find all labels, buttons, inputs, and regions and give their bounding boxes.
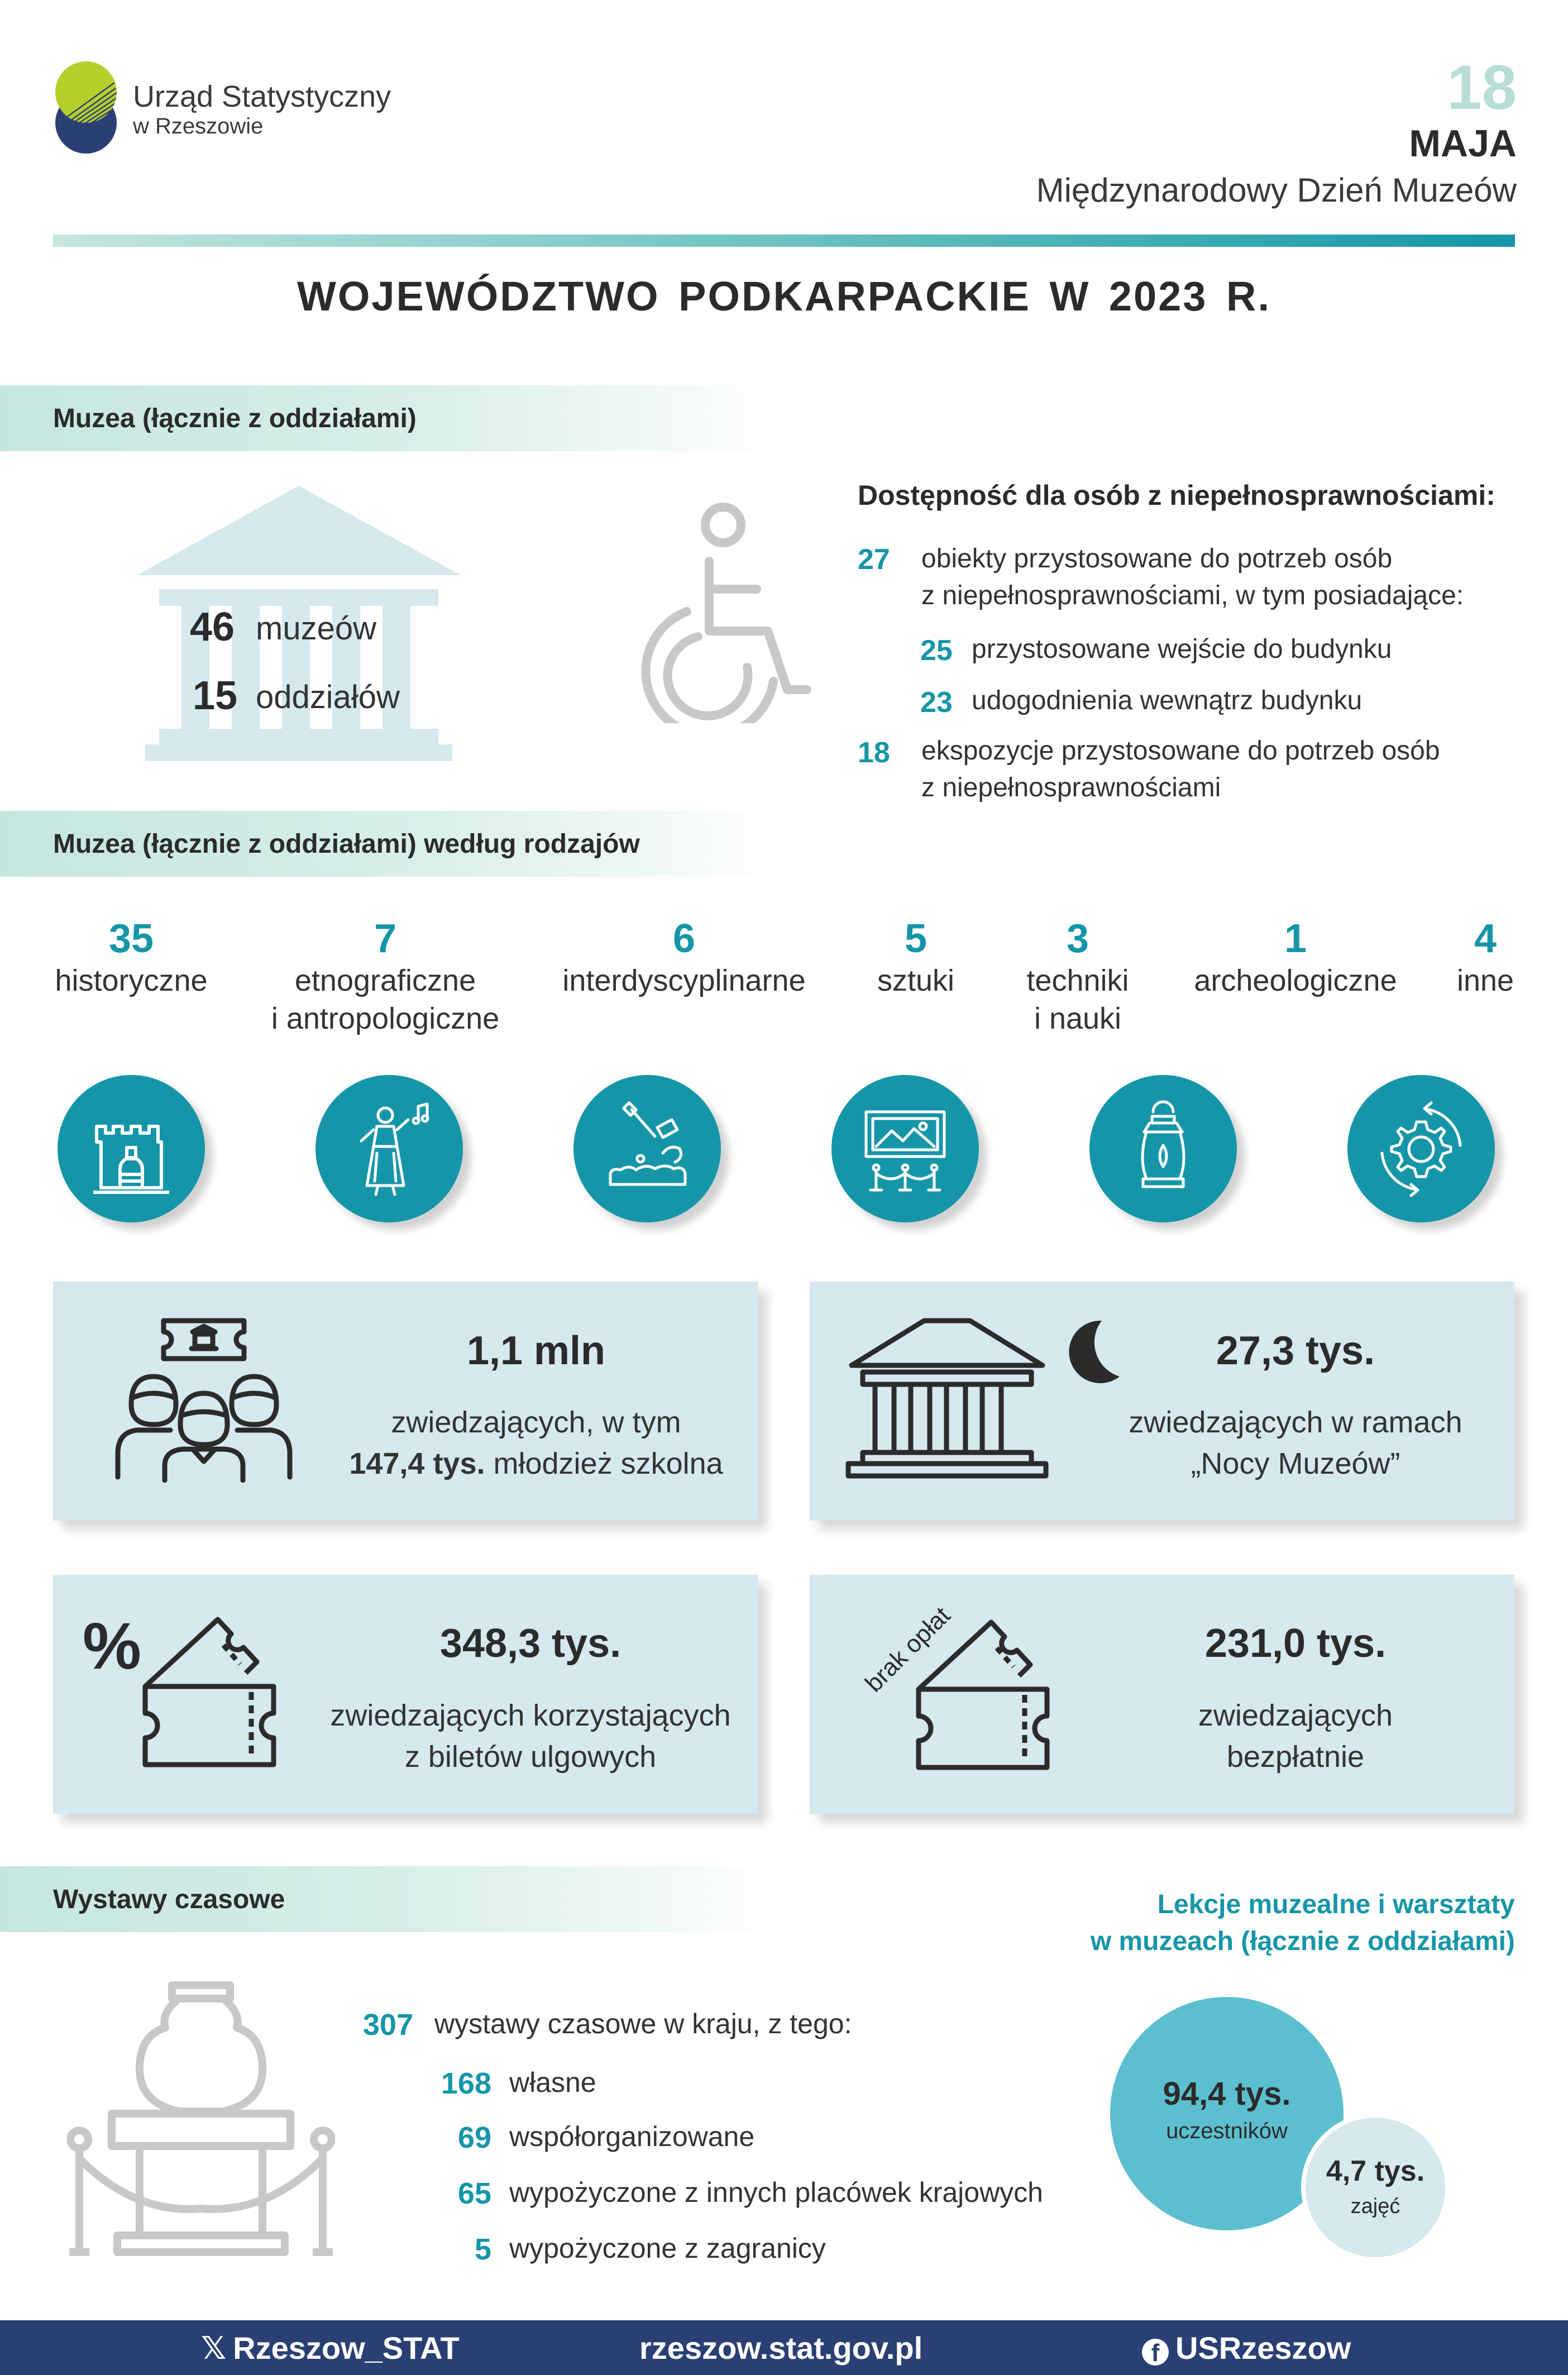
type-value: 4: [1474, 916, 1497, 961]
reduced-line: z biletów ulgowych: [404, 1740, 657, 1774]
acc-line: z niepełnosprawnościami, w tym posiadające:: [921, 581, 1464, 610]
acc-value: 25: [920, 634, 953, 667]
students-label: młodzież szkolna: [485, 1447, 723, 1480]
free-line: zwiedzających: [1198, 1699, 1393, 1732]
accessibility-title: Dostępność dla osób z niepełnosprawnościami:: [858, 480, 1495, 511]
acc-line: ekspozycje przystosowane do potrzeb osób: [921, 736, 1440, 766]
x-logo-icon: 𝕏: [201, 2330, 227, 2366]
type-value: 6: [672, 916, 696, 961]
night-value: 27,3 tys.: [1216, 1329, 1375, 1373]
website-link[interactable]: rzeszow.stat.gov.pl: [639, 2330, 923, 2366]
branches-count: 15: [193, 673, 238, 718]
museums-label: muzeów: [256, 610, 376, 647]
visitors-text: [324, 1402, 748, 1484]
exhibitions-total-value: 307: [362, 2008, 413, 2042]
exhibition-value: 69: [457, 2121, 491, 2154]
type-label: etnograficzne: [294, 964, 476, 997]
logo-name: Urząd Statystyczny: [133, 80, 391, 113]
percent-badge: %: [83, 1609, 141, 1683]
facebook-handle: USRzeszow: [1175, 2330, 1351, 2366]
night-text: [1094, 1402, 1497, 1484]
acc-text: [921, 541, 1464, 614]
section-title: Muzea (łącznie z oddziałami): [53, 404, 417, 433]
museums-count: 46: [190, 605, 235, 649]
type-label: i nauki: [1034, 1002, 1122, 1035]
excavation-icon: [573, 1075, 721, 1222]
type-value: 5: [904, 916, 928, 961]
visitors-icon: [114, 1315, 293, 1483]
free-text: [1094, 1695, 1497, 1777]
classes-value: 4,7 tys.: [1326, 2155, 1425, 2187]
lantern-icon: [1089, 1075, 1237, 1222]
type-label: i antropologiczne: [271, 1002, 500, 1035]
acc-line: z niepełnosprawnościami: [921, 773, 1221, 802]
visitors-line: zwiedzających, w tym: [391, 1406, 681, 1439]
branches-label: oddziałów: [256, 679, 400, 715]
acc-value: 27: [858, 543, 890, 576]
exhibition-label: wypożyczone z zagranicy: [509, 2233, 826, 2264]
acc-text: przystosowane wejście do budynku: [972, 634, 1392, 664]
vase-exhibit-icon: [67, 1980, 335, 2259]
twitter-handle: Rzeszow_STAT: [233, 2330, 460, 2366]
classes-label: zajęć: [1350, 2195, 1400, 2218]
participants-label: uczestników: [1166, 2119, 1288, 2143]
castle-icon: [58, 1075, 205, 1222]
type-label: sztuki: [877, 964, 955, 997]
lessons-title-line: w muzeach (łącznie z oddziałami): [1090, 1927, 1515, 1956]
night-line: zwiedzających w ramach: [1129, 1406, 1462, 1439]
exhibitions-total-label: wystawy czasowe w kraju, z tego:: [434, 2008, 852, 2039]
night-line: „Nocy Muzeów”: [1191, 1447, 1400, 1480]
folk-dancer-icon: [315, 1075, 463, 1222]
facebook-icon: f: [1142, 2339, 1169, 2366]
exhibition-value: 168: [441, 2067, 491, 2100]
exhibition-label: współorganizowane: [509, 2121, 755, 2152]
type-value: 7: [374, 916, 397, 961]
exhibition-value: 65: [457, 2177, 491, 2210]
section-exhibitions: [0, 1866, 782, 1932]
exhibition-label: wypożyczone z innych placówek krajowych: [509, 2177, 1043, 2208]
type-value: 3: [1066, 916, 1089, 961]
section-types: [0, 811, 782, 877]
students-value: 147,4 tys.: [349, 1447, 485, 1480]
wheelchair-icon: [625, 500, 821, 723]
free-badge: brak opłat: [860, 1602, 956, 1698]
type-interdisciplinary: [536, 916, 832, 1000]
section-title: Wystawy czasowe: [53, 1885, 285, 1914]
participants-value: 94,4 tys.: [1163, 2076, 1291, 2112]
free-value: 231,0 tys.: [1204, 1621, 1387, 1666]
type-label: archeologiczne: [1194, 964, 1397, 997]
type-label: inne: [1456, 964, 1514, 997]
ticket-icon: [140, 1614, 279, 1776]
header-divider: [53, 235, 1515, 247]
logo: [53, 60, 119, 155]
type-value: 1: [1284, 916, 1307, 961]
type-archaeological: [1173, 916, 1418, 1000]
type-art: [838, 916, 994, 1000]
type-label: historyczne: [55, 964, 208, 997]
event-name: Międzynarodowy Dzień Muzeów: [1036, 171, 1517, 209]
type-technology: [1000, 916, 1156, 1038]
acc-value: 23: [920, 686, 953, 719]
acc-value: 18: [858, 737, 890, 769]
visitors-line: [324, 1443, 748, 1484]
section-title: Muzea (łącznie z oddziałami) według rodzajów: [53, 829, 640, 859]
facebook-link[interactable]: [1142, 2330, 1351, 2366]
date-month: MAJA: [1409, 122, 1517, 165]
reduced-text: [313, 1695, 748, 1777]
lessons-title-line: Lekcje muzealne i warsztaty: [1157, 1890, 1515, 1919]
exhibition-label: własne: [509, 2067, 596, 2098]
lessons-title: [1091, 1886, 1515, 1960]
museum-night-icon: [840, 1310, 1136, 1483]
free-ticket-icon: [913, 1617, 1053, 1779]
reduced-value: 348,3 tys.: [439, 1621, 622, 1666]
acc-text: [921, 733, 1440, 806]
gear-icon: [1347, 1075, 1495, 1222]
type-other: [1430, 916, 1541, 1000]
twitter-link[interactable]: [201, 2330, 460, 2367]
type-label: techniki: [1026, 964, 1129, 997]
reduced-line: zwiedzających korzystających: [330, 1699, 731, 1732]
free-line: bezpłatnie: [1226, 1740, 1365, 1774]
page-title: WOJEWÓDZTWO PODKARPACKIE W 2023 R.: [297, 273, 1271, 319]
painting-exhibit-icon: [831, 1075, 979, 1222]
acc-line: obiekty przystosowane do potrzeb osób: [921, 544, 1393, 574]
type-historical: [22, 916, 240, 1000]
date-day: 18: [1447, 52, 1517, 122]
logo-subtitle: w Rzeszowie: [133, 114, 264, 138]
exhibition-value: 5: [474, 2233, 491, 2266]
type-ethnographic: [246, 916, 525, 1038]
type-label: interdyscyplinarne: [562, 964, 806, 997]
acc-text: udogodnienia wewnątrz budynku: [972, 686, 1363, 715]
section-museums: [0, 385, 782, 451]
visitors-value: 1,1 mln: [466, 1329, 606, 1373]
type-value: 35: [108, 916, 154, 961]
classes-bubble: [1306, 2118, 1445, 2257]
